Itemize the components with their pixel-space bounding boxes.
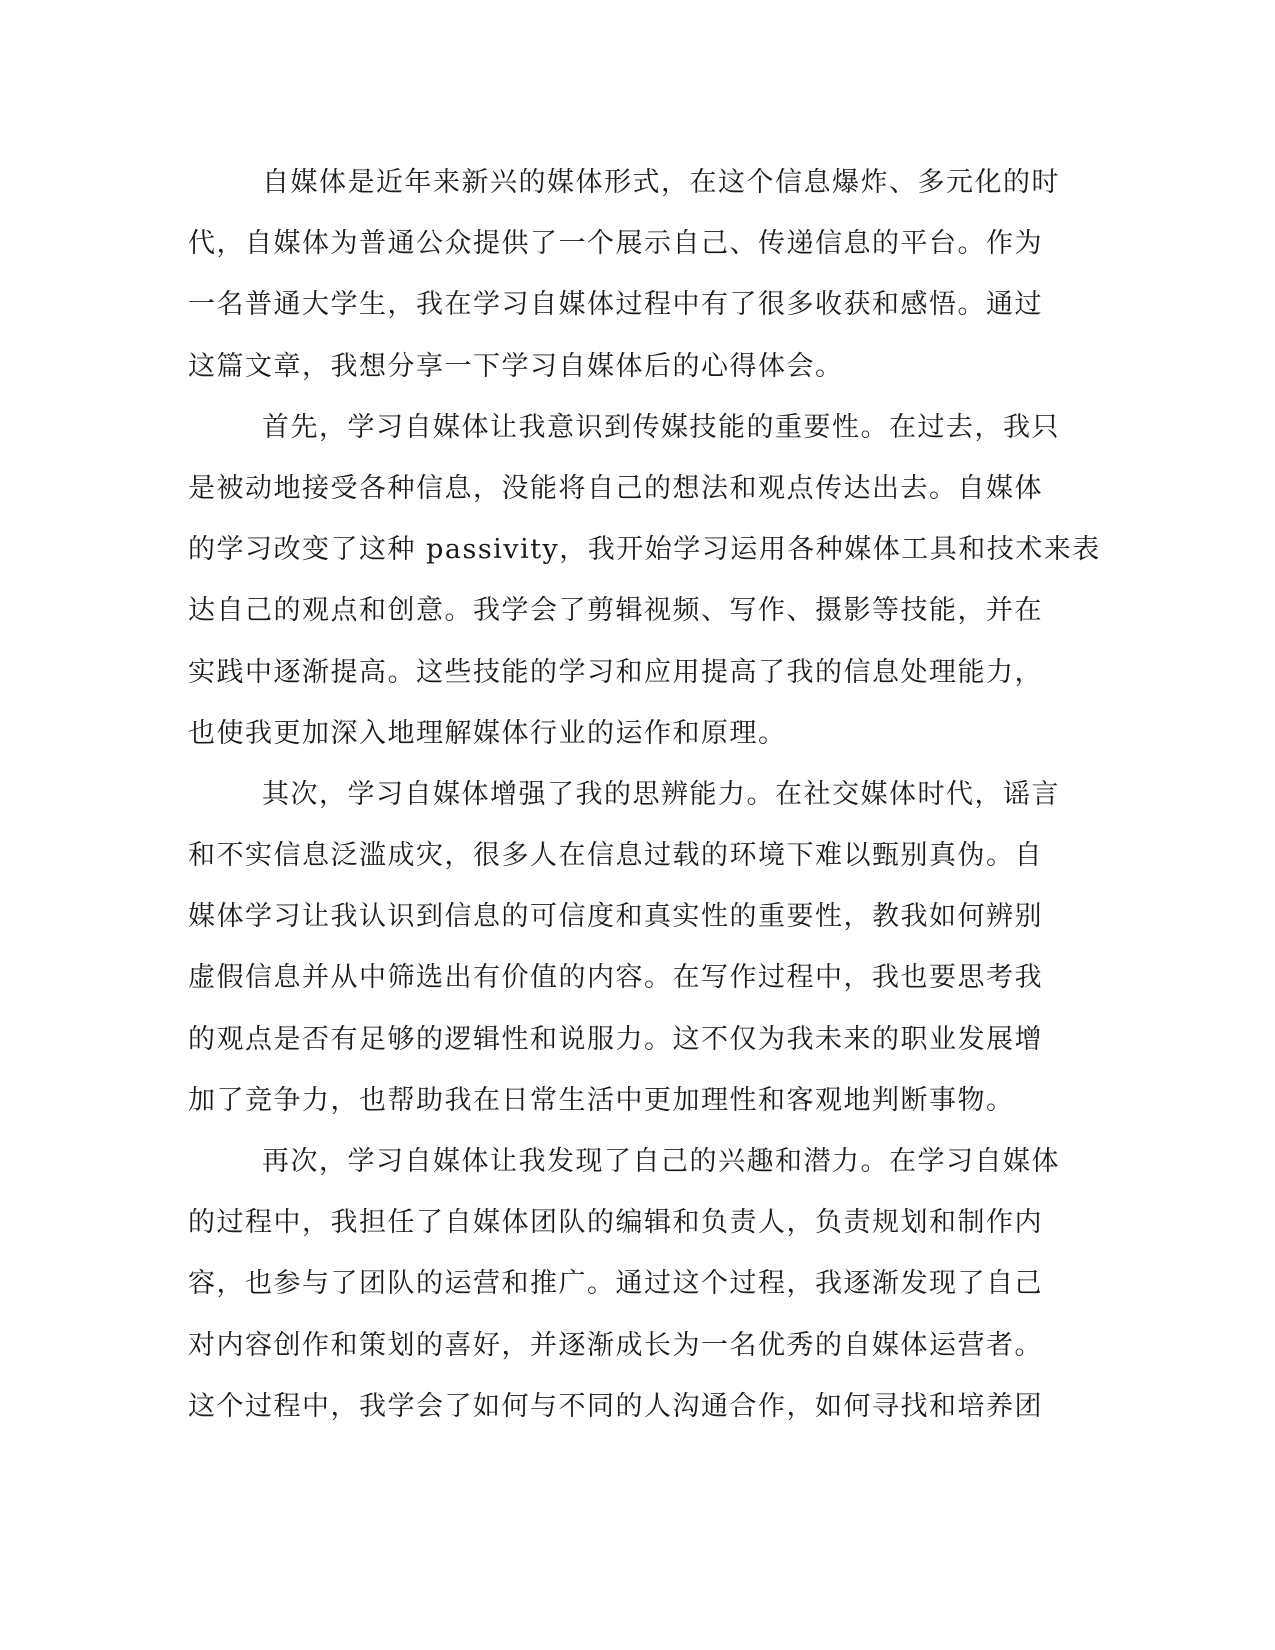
paragraph-1-line-1: 自媒体是近年来新兴的媒体形式，在这个信息爆炸、多元化的时 bbox=[262, 167, 1060, 198]
paragraph-4-line-2: 的过程中，我担任了自媒体团队的编辑和负责人，负责规划和制作内 bbox=[188, 1207, 1043, 1239]
paragraph-3-line-6: 加了竞争力，也帮助我在日常生活中更加理性和客观地判断事物。 bbox=[188, 1084, 1015, 1116]
paragraph-4-line-3: 容，也参与了团队的运营和推广。通过这个过程，我逐渐发现了自己 bbox=[188, 1268, 1043, 1300]
paragraph-3-line-5: 的观点是否有足够的逻辑性和说服力。这不仅为我未来的职业发展增 bbox=[188, 1023, 1043, 1055]
paragraph-2-line-3: 的学习改变了这种 passivity，我开始学习运用各种媒体工具和技术来表 bbox=[188, 534, 1101, 566]
paragraph-3-line-1: 其次，学习自媒体增强了我的思辨能力。在社交媒体时代，谣言 bbox=[262, 778, 1060, 810]
paragraph-2-line-4: 达自己的观点和创意。我学会了剪辑视频、写作、摄影等技能，并在 bbox=[188, 595, 1043, 627]
paragraph-2-line-1: 首先，学习自媒体让我意识到传媒技能的重要性。在过去，我只 bbox=[262, 411, 1060, 443]
paragraph-1-line-2: 代，自媒体为普通公众提供了一个展示自己、传递信息的平台。作为 bbox=[188, 228, 1043, 260]
paragraph-4-line-5: 这个过程中，我学会了如何与不同的人沟通合作，如何寻找和培养团 bbox=[188, 1390, 1043, 1422]
paragraph-3-line-2: 和不实信息泛滥成灾，很多人在信息过载的环境下难以甄别真伪。自 bbox=[188, 840, 1043, 872]
paragraph-2-line-2: 是被动地接受各种信息，没能将自己的想法和观点传达出去。自媒体 bbox=[188, 472, 1043, 504]
body-text bbox=[188, 152, 1101, 1437]
paragraph-2-line-6: 也使我更加深入地理解媒体行业的运作和原理。 bbox=[188, 717, 787, 749]
paragraph-1-line-3: 一名普通大学生，我在学习自媒体过程中有了很多收获和感悟。通过 bbox=[188, 289, 1043, 321]
paragraph-1-line-4: 这篇文章，我想分享一下学习自媒体后的心得体会。 bbox=[188, 350, 844, 382]
paragraph-3-line-4: 虚假信息并从中筛选出有价值的内容。在写作过程中，我也要思考我 bbox=[188, 962, 1043, 994]
paragraph-4-line-1: 再次，学习自媒体让我发现了自己的兴趣和潜力。在学习自媒体 bbox=[262, 1146, 1060, 1177]
paragraph-4-line-4: 对内容创作和策划的喜好，并逐渐成长为一名优秀的自媒体运营者。 bbox=[188, 1329, 1043, 1361]
paragraph-3-line-3: 媒体学习让我认识到信息的可信度和真实性的重要性，教我如何辨别 bbox=[188, 901, 1043, 933]
paragraph-2-line-5: 实践中逐渐提高。这些技能的学习和应用提高了我的信息处理能力， bbox=[188, 656, 1043, 688]
